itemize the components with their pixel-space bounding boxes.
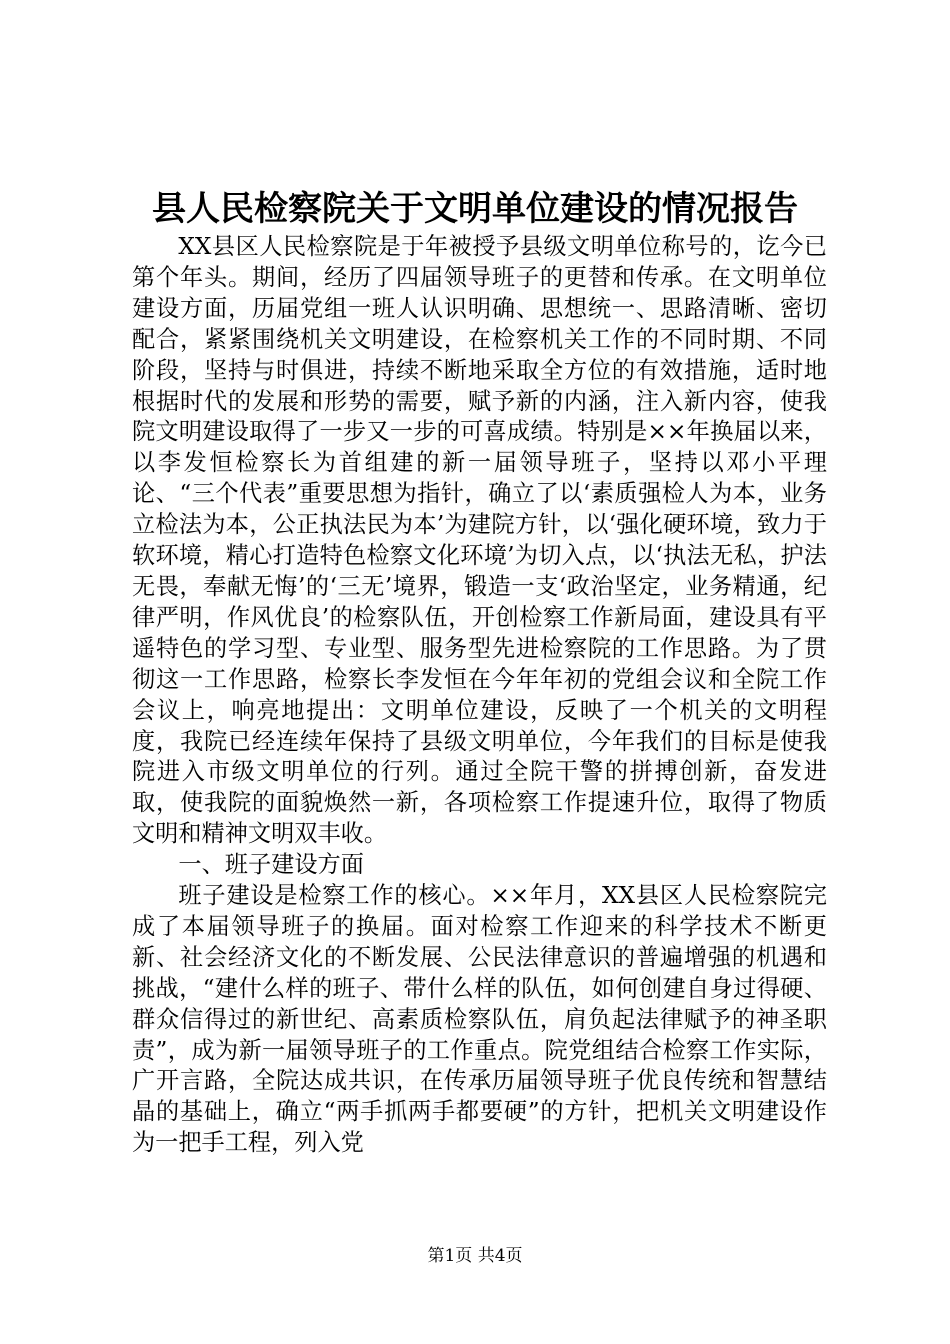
page-number-footer: 第1页 共4页 [427,1246,523,1266]
document-body [132,232,827,1159]
paragraph-leadership: 班子建设是检察工作的核心。××年月，XX县区人民检察院完成了本届领导班子的换届。面对检察工作迎来的科学技术不断更新、社会经济文化的不断发展、公民法律意识的普遍增强的机遇和挑战，“建什么样的班子、带什么样的队伍，如何创建自身过得硬、群众信得过的新世纪、高素质检察队伍，肩负起法律赋予的神圣职责”，成为新一届领导班子的工作重点。院党组结合检察工作实际，广开言路，全院达成共识，在传承历届领导班子优良传统和智慧结晶的基础上，确立“两手抓两手都要硬”的方针，把机关文明建设作为一把手工程，列入党 [132,882,827,1157]
section-heading: 一、班子建设方面 [178,851,364,879]
paragraph-intro: XX县区人民检察院是于年被授予县级文明单位称号的，讫今已第个年头。期间，经历了四届领导班子的更替和传承。在文明单位建设方面，历届党组一班人认识明确、思想统一、思路清晰、密切配合，紧紧围绕机关文明建设，在检察机关工作的不同时期、不同阶段，坚持与时俱进，持续不断地采取全方位的有效措施，适时地根据时代的发展和形势的需要，赋予新的内涵，注入新内容，使我院文明建设取得了一步又一步的可喜成绩。特别是××年换届以来，以李发恒检察长为首组建的新一届领导班子，坚持以邓小平理论、“三个代表”重要思想为指针，确立了以‘素质强检人为本，业务立检法为本，公正执法民为本’为建院方针，以‘强化硬环境，致力于软环境，精心打造特色检察文化环境’为切入点，以‘执法无私，护法无畏，奉献无悔’的‘三无’境界，锻造一支‘政治坚定，业务精通，纪律严明，作风优良’的检察队伍，开创检察工作新局面，建设具有平遥特色的学习型、专业型、服务型先进检察院的工作思路。为了贯彻这一工作思路，检察长李发恒在今年年初的党组会议和全院工作会议上，响亮地提出：文明单位建设，反映了一个机关的文明程度，我院已经连续年保持了县级文明单位，今年我们的目标是使我院进入市级文明单位的行列。通过全院干警的拼搏创新，奋发进取，使我院的面貌焕然一新，各项检察工作提速升位，取得了物质文明和精神文明双丰收。 [132,233,827,848]
document-title: 县人民检察院关于文明单位建设的情况报告 [152,189,798,229]
